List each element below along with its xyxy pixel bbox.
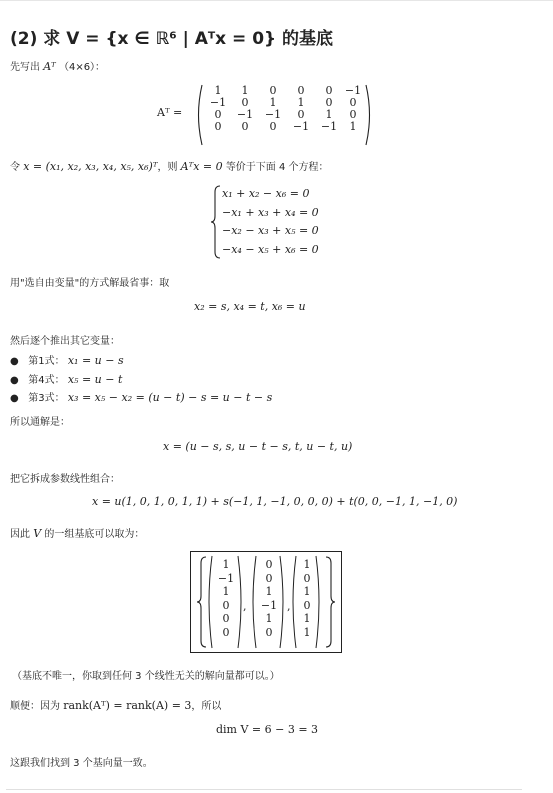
matrix-cell: −1 xyxy=(320,120,338,133)
matrix-cell: 0 xyxy=(297,84,305,97)
vector-entry: 1 xyxy=(303,558,311,571)
equations-table xyxy=(222,185,319,259)
matrix-row xyxy=(205,85,363,97)
equation: −x₂ − x₃ + x₅ = 0 xyxy=(222,224,319,237)
basis-pre: 因此 xyxy=(10,529,30,540)
basis-vector-3 xyxy=(297,558,317,639)
check-line xyxy=(10,697,221,712)
matrix-cell: −1 xyxy=(344,84,362,97)
basis-post: 的一组基底可以取为： xyxy=(44,529,145,540)
derive-label: 第1式： xyxy=(28,356,65,367)
matrix-cell: 0 xyxy=(214,108,222,121)
section-heading xyxy=(10,24,333,49)
matrix-cell: 0 xyxy=(349,96,357,109)
vector-entry: 0 xyxy=(265,625,273,639)
matrix-cell: −1 xyxy=(236,108,254,121)
equation: x₁ + x₂ − x₆ = 0 xyxy=(222,187,310,200)
vector-entry: 1 xyxy=(303,625,311,639)
derive-label: 第3式： xyxy=(28,393,65,404)
vector-entry: 0 xyxy=(303,571,311,585)
vector-entry: 1 xyxy=(222,558,230,571)
derive-label: 第4式： xyxy=(28,375,65,386)
matrix-cell: 1 xyxy=(214,84,222,97)
x-definition: x = (x₁, x₂, x₃, x₄, x₅, x₆)ᵀ xyxy=(23,160,158,173)
rank-expression: rank(Aᵀ) = rank(A) = 3 xyxy=(63,699,192,712)
matrix-cell: 0 xyxy=(349,108,357,121)
equation: −x₁ + x₃ + x₄ = 0 xyxy=(222,205,319,219)
equation-system xyxy=(210,184,340,260)
matrix-cell: −1 xyxy=(292,120,310,133)
bullet-icon: ● xyxy=(10,393,19,404)
vector-entry: 1 xyxy=(265,585,273,598)
matrix-cell: 0 xyxy=(214,120,222,133)
matrix-row xyxy=(205,121,363,133)
matrix-table xyxy=(205,85,363,133)
derive-expr: x₅ = u − t xyxy=(67,373,123,386)
general-intro: 所以通解是： xyxy=(10,417,70,428)
split-intro: 把它拆成参数线性组合： xyxy=(10,474,120,485)
heading-text: (2) 求 V = {x ∈ ℝ⁶ | Aᵀx = 0} 的基底 xyxy=(10,29,334,49)
vector-entry: 0 xyxy=(265,571,273,585)
matrix-cell: 1 xyxy=(269,96,277,109)
matrix-cell: 1 xyxy=(349,120,357,133)
matrix-cell: 0 xyxy=(325,84,333,97)
intro-line xyxy=(10,58,105,73)
matrix-row xyxy=(205,109,363,121)
derive-item xyxy=(10,352,124,367)
note-text: （基底不唯一，你取到任何 3 个线性无关的解向量都可以。） xyxy=(12,671,280,682)
matrix-cell: 0 xyxy=(325,96,333,109)
matrix-cell: −1 xyxy=(264,108,282,121)
matrix-cell: 1 xyxy=(297,96,305,109)
bullet-icon: ● xyxy=(10,375,19,386)
check-pre: 顺便：因为 xyxy=(10,701,60,712)
vector-entry: 1 xyxy=(303,612,311,625)
free-intro: 用"选自由变量"的方式解最省事：取 xyxy=(10,278,170,289)
matrix-cell: −1 xyxy=(209,96,227,109)
vector-entry: 0 xyxy=(303,598,311,612)
basis-intro xyxy=(10,525,144,540)
basis-symbol: V xyxy=(33,527,42,540)
linear-combination: x = u(1, 0, 1, 0, 1, 1) + s(−1, 1, −1, 0, 0, 0) + t(0, 0, −1, 1, −1, 0) xyxy=(92,495,458,508)
let-line xyxy=(10,158,329,173)
derive-intro: 然后逐个推出其它变量： xyxy=(10,336,120,347)
matrix-cell: 0 xyxy=(241,96,249,109)
intro-symbol: Aᵀ xyxy=(43,60,56,73)
vector-entry: 1 xyxy=(303,585,311,598)
derive-expr: x₃ = x₅ − x₂ = (u − t) − s = u − t − s xyxy=(67,391,273,404)
vector-separator: , xyxy=(287,600,291,613)
let-post: 等价于下面 4 个方程： xyxy=(225,162,329,173)
equation: −x₄ − x₅ + x₆ = 0 xyxy=(222,242,319,256)
matrix-at xyxy=(194,83,374,147)
matrix-row xyxy=(205,97,363,109)
vector-entry: 0 xyxy=(222,598,230,612)
vector-entry: −1 xyxy=(260,598,278,612)
vector-separator: , xyxy=(243,600,247,613)
vector-entry: 0 xyxy=(222,625,230,639)
vector-entry: 0 xyxy=(265,558,273,571)
let-pre: 令 xyxy=(10,162,20,173)
derive-item xyxy=(10,389,272,404)
intro-dims: （4×6）： xyxy=(58,62,106,73)
vector-entry: 1 xyxy=(265,612,273,625)
vector-entry: 0 xyxy=(222,612,230,625)
matrix-cell: 0 xyxy=(297,108,305,121)
matrix-cell: 0 xyxy=(241,120,249,133)
matrix-label: Aᵀ = xyxy=(157,106,183,119)
left-brace xyxy=(210,184,222,260)
derive-expr: x₁ = u − s xyxy=(67,354,124,367)
dimension-equation: dim V = 6 − 3 = 3 xyxy=(216,723,319,736)
derive-item xyxy=(10,371,122,386)
matrix-cell: 1 xyxy=(241,84,249,97)
free-vars: x₂ = s, x₄ = t, x₆ = u xyxy=(194,300,306,313)
matrix-cell: 1 xyxy=(325,108,333,121)
matrix-cell: 0 xyxy=(269,120,277,133)
basis-box xyxy=(190,551,342,653)
bullet-icon: ● xyxy=(10,356,19,367)
homogeneous-equation: Aᵀx = 0 xyxy=(180,160,223,173)
closing-text: 这跟我们找到 3 个基向量一致。 xyxy=(10,758,153,769)
top-divider xyxy=(0,0,553,1)
vector-entry: −1 xyxy=(217,571,235,585)
intro-text: 先写出 xyxy=(10,62,40,73)
vector-entry: 1 xyxy=(222,585,230,598)
matrix-cell: 0 xyxy=(269,84,277,97)
check-post: ，所以 xyxy=(191,701,222,712)
general-solution: x = (u − s, s, u − t − s, t, u − t, u) xyxy=(163,440,353,453)
basis-vector-1 xyxy=(213,558,239,639)
basis-vector-2 xyxy=(256,558,282,639)
let-mid: ，则 xyxy=(157,162,178,173)
bottom-divider xyxy=(6,789,522,790)
